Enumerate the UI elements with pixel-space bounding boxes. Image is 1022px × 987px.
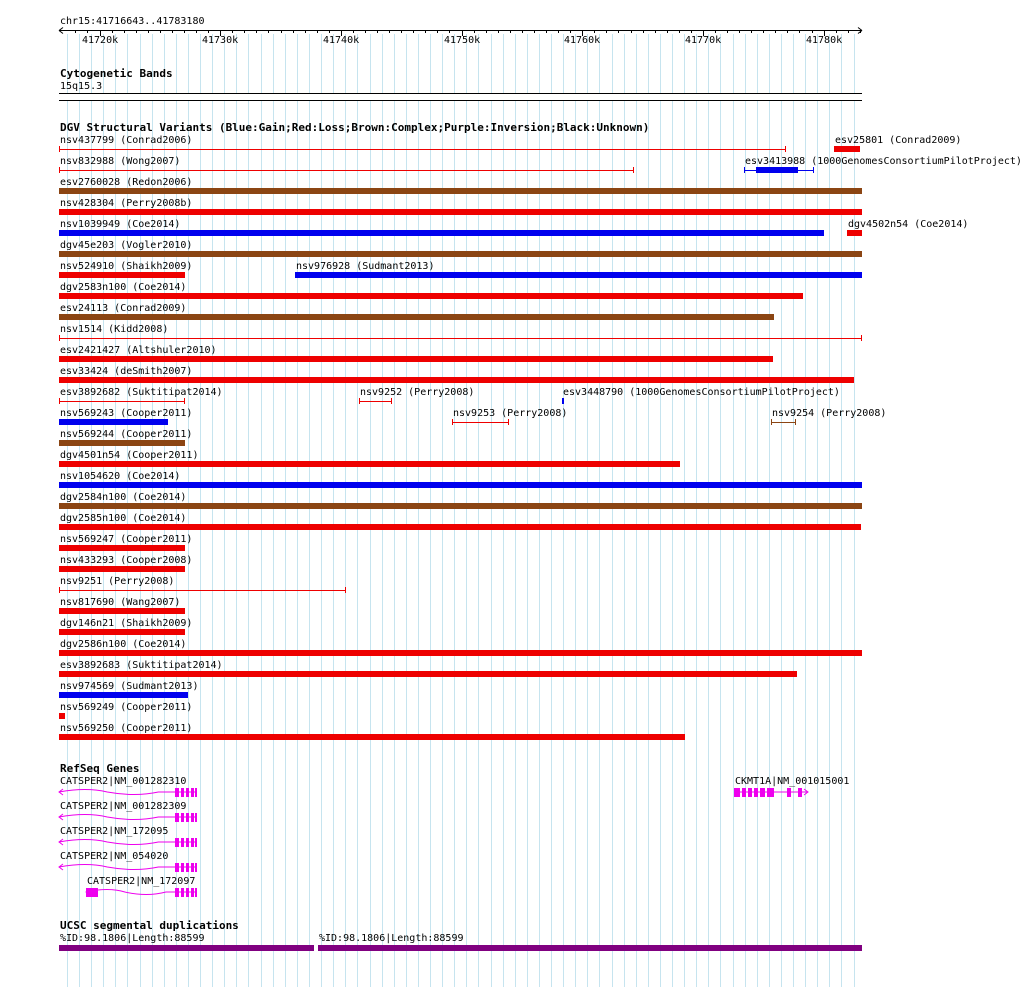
sv-feature[interactable] <box>59 377 854 383</box>
sv-label: dgv2586n100 (Coe2014) <box>60 639 187 650</box>
sv-feature[interactable] <box>359 398 392 404</box>
sv-label: nsv569244 (Cooper2011) <box>60 429 193 440</box>
sv-label: dgv2583n100 (Coe2014) <box>60 282 187 293</box>
gene-exon <box>754 788 758 797</box>
gene-exon <box>186 888 189 897</box>
sv-feature[interactable] <box>59 650 862 656</box>
sv-label: esv25801 (Conrad2009) <box>835 135 962 146</box>
sv-feature[interactable] <box>59 587 346 593</box>
segdup-label: %ID:98.1806|Length:88599 <box>319 933 464 944</box>
segdup-track-title: UCSC segmental duplications <box>60 919 239 932</box>
sv-label: dgv146n21 (Shaikh2009) <box>60 618 193 629</box>
sv-label: nsv974569 (Sudmant2013) <box>60 681 199 692</box>
sv-label: esv3448790 (1000GenomesConsortiumPilotProject) <box>563 387 840 398</box>
sv-feature[interactable] <box>59 335 862 341</box>
sv-feature[interactable] <box>59 461 680 467</box>
segdup-label: %ID:98.1806|Length:88599 <box>60 933 205 944</box>
sv-label: esv2760028 (Redon2006) <box>60 177 193 188</box>
sv-label: nsv569250 (Cooper2011) <box>60 723 193 734</box>
sv-label: nsv9253 (Perry2008) <box>453 408 568 419</box>
sv-feature[interactable] <box>59 545 185 551</box>
gene-exon <box>191 863 194 872</box>
gene-exon <box>181 788 184 797</box>
gene-model[interactable] <box>59 812 201 824</box>
gene-exon <box>787 788 791 797</box>
gene-exon <box>175 888 179 897</box>
sv-label: nsv9252 (Perry2008) <box>360 387 475 398</box>
sv-feature[interactable] <box>59 734 685 740</box>
ruler-tick-label: 41760k <box>564 35 601 46</box>
gene-exon <box>191 813 194 822</box>
sv-label: nsv569243 (Cooper2011) <box>60 408 193 419</box>
gene-exon <box>175 788 179 797</box>
sv-feature[interactable] <box>59 524 861 530</box>
region-label: chr15:41716643..41783180 <box>60 16 205 27</box>
gene-label: CKMT1A|NM_001015001 <box>735 776 850 787</box>
gene-exon <box>195 838 197 847</box>
gene-exon <box>767 788 774 797</box>
sv-feature[interactable] <box>59 503 862 509</box>
sv-feature[interactable] <box>771 419 796 425</box>
gene-label: CATSPER2|NM_001282310 <box>60 776 187 787</box>
gene-label: CATSPER2|NM_054020 <box>60 851 169 862</box>
sv-feature[interactable] <box>59 713 65 719</box>
sv-label: dgv4502n54 (Coe2014) <box>848 219 969 230</box>
gene-label: CATSPER2|NM_172097 <box>87 876 196 887</box>
gene-exon <box>195 813 197 822</box>
sv-feature[interactable] <box>562 398 564 404</box>
gene-intron-line <box>86 889 197 895</box>
gene-exon <box>175 813 179 822</box>
sv-feature[interactable] <box>59 272 185 278</box>
gene-exon <box>195 788 197 797</box>
sv-label: esv3892683 (Suktitipat2014) <box>60 660 223 671</box>
gene-model[interactable] <box>86 887 201 899</box>
sv-label: nsv569249 (Cooper2011) <box>60 702 193 713</box>
sv-label: esv33424 (deSmith2007) <box>60 366 193 377</box>
sv-label: esv2421427 (Altshuler2010) <box>60 345 217 356</box>
sv-feature[interactable] <box>59 419 168 425</box>
sv-feature[interactable] <box>59 209 862 215</box>
gene-exon <box>86 888 98 897</box>
sv-feature[interactable] <box>59 566 185 572</box>
sv-feature-core[interactable] <box>756 167 798 173</box>
gene-exon <box>181 813 184 822</box>
sv-label: nsv9251 (Perry2008) <box>60 576 175 587</box>
segdup-feature[interactable] <box>318 945 862 951</box>
sv-feature[interactable] <box>59 692 188 698</box>
sv-label: esv3892682 (Suktitipat2014) <box>60 387 223 398</box>
gene-exon <box>191 888 194 897</box>
gene-exon <box>186 838 189 847</box>
sv-label: dgv45e203 (Vogler2010) <box>60 240 193 251</box>
sv-label: esv3413988 (1000GenomesConsortiumPilotProject) <box>745 156 1022 167</box>
gene-exon <box>734 788 740 797</box>
gene-exon <box>186 863 189 872</box>
sv-label: nsv9254 (Perry2008) <box>772 408 887 419</box>
sv-feature[interactable] <box>59 398 185 404</box>
segdup-feature[interactable] <box>59 945 314 951</box>
cyto-band-label: 15q15.3 <box>60 81 103 92</box>
sv-feature[interactable] <box>59 356 773 362</box>
sv-feature[interactable] <box>59 293 803 299</box>
sv-label: dgv2584n100 (Coe2014) <box>60 492 187 503</box>
sv-label: nsv1054620 (Coe2014) <box>60 471 181 482</box>
gene-exon <box>181 838 184 847</box>
gene-exon <box>195 888 197 897</box>
gene-exon <box>742 788 746 797</box>
sv-feature[interactable] <box>847 230 862 236</box>
sv-feature[interactable] <box>59 167 634 173</box>
gene-model[interactable] <box>59 837 201 849</box>
sv-feature[interactable] <box>59 608 185 614</box>
sv-feature[interactable] <box>59 188 862 194</box>
refseq-track-title: RefSeq Genes <box>60 762 140 775</box>
gene-exon <box>191 838 194 847</box>
sv-label: nsv433293 (Cooper2008) <box>60 555 193 566</box>
ruler-tick-label: 41730k <box>202 35 239 46</box>
sv-label: dgv4501n54 (Cooper2011) <box>60 450 199 461</box>
sv-label: nsv524910 (Shaikh2009) <box>60 261 193 272</box>
ruler-tick-label: 41720k <box>82 35 119 46</box>
sv-label: nsv437799 (Conrad2006) <box>60 135 193 146</box>
gene-model[interactable] <box>734 787 822 799</box>
gene-exon <box>186 813 189 822</box>
sv-label: dgv2585n100 (Coe2014) <box>60 513 187 524</box>
sv-label: nsv569247 (Cooper2011) <box>60 534 193 545</box>
gene-exon <box>175 838 179 847</box>
sv-feature[interactable] <box>59 482 862 488</box>
sv-feature[interactable] <box>59 251 862 257</box>
gene-exon <box>181 863 184 872</box>
dgv-track-title: DGV Structural Variants (Blue:Gain;Red:Loss;Brown:Complex;Purple:Inversion;Black:Unknown) <box>60 121 650 134</box>
gene-exon <box>760 788 765 797</box>
gene-label: CATSPER2|NM_001282309 <box>60 801 187 812</box>
gene-exon <box>186 788 189 797</box>
gene-exon <box>195 863 197 872</box>
cyto-track-title: Cytogenetic Bands <box>60 67 173 80</box>
sv-feature[interactable] <box>59 671 797 677</box>
sv-feature[interactable] <box>834 146 860 152</box>
gene-exon <box>191 788 194 797</box>
sv-feature[interactable] <box>59 629 185 635</box>
gene-model[interactable] <box>59 862 201 874</box>
gene-exon <box>798 788 802 797</box>
sv-feature[interactable] <box>59 230 824 236</box>
sv-label: nsv1514 (Kidd2008) <box>60 324 169 335</box>
sv-feature[interactable] <box>295 272 862 278</box>
gene-exon <box>175 863 179 872</box>
sv-label: nsv817690 (Wang2007) <box>60 597 181 608</box>
cyto-band-bar[interactable] <box>59 93 862 101</box>
sv-label: nsv1039949 (Coe2014) <box>60 219 181 230</box>
sv-feature[interactable] <box>452 419 509 425</box>
sv-label: nsv428304 (Perry2008b) <box>60 198 193 209</box>
gene-label: CATSPER2|NM_172095 <box>60 826 169 837</box>
gene-exon <box>181 888 184 897</box>
ruler-tick-label: 41740k <box>323 35 360 46</box>
sv-label: nsv832988 (Wong2007) <box>60 156 181 167</box>
ruler-tick-label: 41780k <box>806 35 843 46</box>
gene-exon <box>748 788 752 797</box>
sv-label: esv24113 (Conrad2009) <box>60 303 187 314</box>
sv-label: nsv976928 (Sudmant2013) <box>296 261 435 272</box>
sv-feature[interactable] <box>59 146 786 152</box>
sv-feature[interactable] <box>59 314 774 320</box>
ruler-tick-label: 41770k <box>685 35 722 46</box>
ruler-tick-label: 41750k <box>444 35 481 46</box>
gene-model[interactable] <box>59 787 201 799</box>
sv-feature[interactable] <box>59 440 185 446</box>
